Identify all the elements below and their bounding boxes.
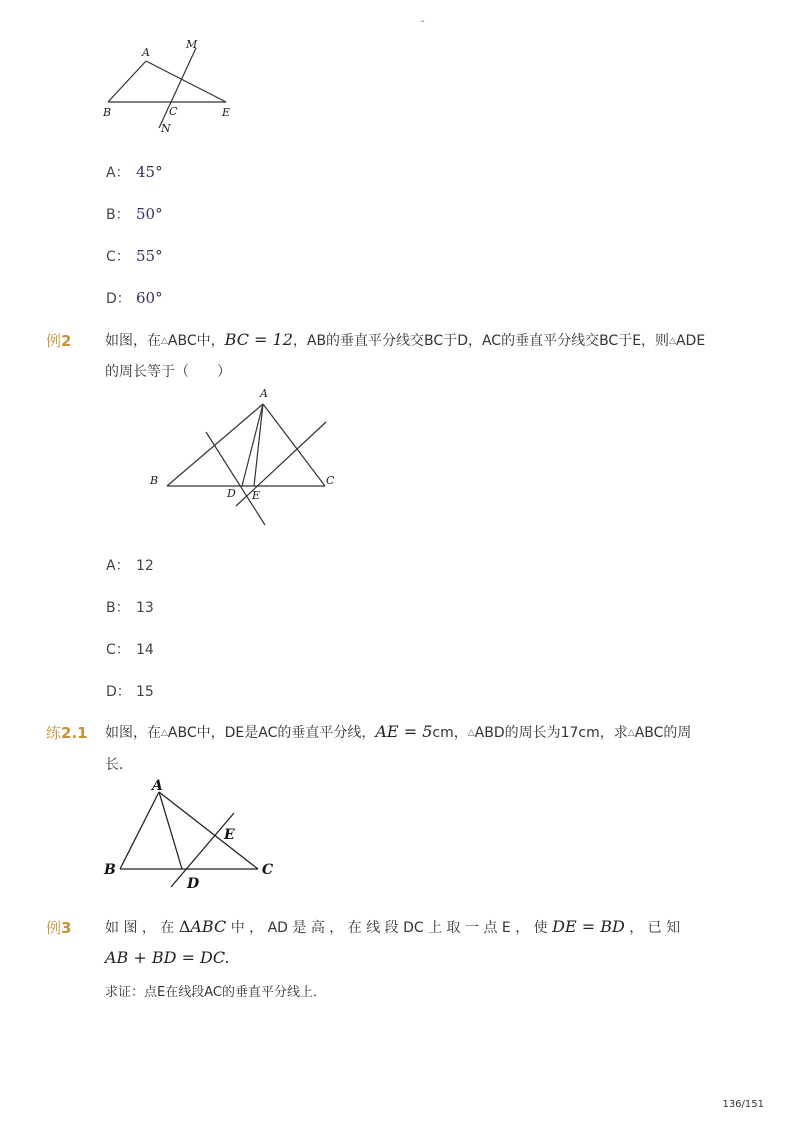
label-c: C xyxy=(326,474,335,487)
label-b: B xyxy=(103,106,112,119)
segment-ad xyxy=(242,404,263,486)
example-2-line-2: 的周长等于（ ） xyxy=(105,364,231,380)
label-a: A xyxy=(152,778,163,794)
option-d[interactable]: D： 60° xyxy=(106,289,163,307)
segment-ae xyxy=(146,61,226,102)
option-a[interactable]: A： 45° xyxy=(106,163,163,181)
line-mn xyxy=(159,48,196,128)
example-3-line-3: 求证：点E在线段AC的垂直平分线上． xyxy=(105,985,326,1000)
segment-ab xyxy=(120,792,159,869)
option-c[interactable]: C： 55° xyxy=(106,247,163,265)
bisector-ac xyxy=(236,422,326,506)
header-mark: - xyxy=(421,16,425,27)
label-d: D xyxy=(227,487,236,500)
example-2-option-b[interactable]: B： 13 xyxy=(106,600,154,616)
example-2-tag: 例2 xyxy=(46,332,72,350)
segment-ac xyxy=(263,404,325,486)
figure-1 xyxy=(98,40,248,135)
figure-2 xyxy=(140,382,350,532)
label-b: B xyxy=(104,862,116,878)
label-m: M xyxy=(186,40,198,51)
bisector-de xyxy=(171,813,234,887)
figure-3 xyxy=(98,775,288,895)
page-number: 136/151 xyxy=(722,1099,764,1110)
example-3-line-1: 如 图 ， 在 ΔABC 中 ， AD 是 高 ， 在 线 段 DC 上 取 一 点 E ， 使 DE = BD ， 已 知 xyxy=(105,917,681,936)
segment-ac xyxy=(159,792,258,869)
label-e: E xyxy=(222,106,231,119)
label-b: B xyxy=(150,474,159,487)
segment-ab xyxy=(167,404,263,486)
segment-ad xyxy=(159,792,182,869)
label-d: D xyxy=(187,876,200,892)
label-a: A xyxy=(142,46,150,59)
example-2-option-c[interactable]: C： 14 xyxy=(106,642,154,658)
segment-ab xyxy=(108,61,146,102)
option-b[interactable]: B： 50° xyxy=(106,205,163,223)
label-n: N xyxy=(161,122,171,135)
example-2-option-d[interactable]: D： 15 xyxy=(106,684,154,700)
example-3-tag: 例3 xyxy=(46,919,72,937)
example-2-line-1: 如图，在△ABC中，BC = 12，AB的垂直平分线交BC于D，AC的垂直平分线交BC于E，则△ADE xyxy=(105,330,706,349)
example-3-line-2: AB + BD = DC. xyxy=(105,948,230,967)
label-c: C xyxy=(169,105,178,118)
label-e: E xyxy=(224,827,235,843)
label-e: E xyxy=(252,489,261,502)
label-a: A xyxy=(260,387,268,400)
practice-2-1-line-1: 如图，在△ABC中，DE是AC的垂直平分线，AE = 5cm，△ABD的周长为17cm，求△ABC的周 xyxy=(105,722,692,741)
segment-ae xyxy=(254,404,263,486)
practice-2-1-tag: 练2.1 xyxy=(46,724,88,742)
practice-2-1-line-2: 长． xyxy=(105,757,133,773)
bisector-ab xyxy=(206,432,265,525)
example-2-option-a[interactable]: A： 12 xyxy=(106,558,154,574)
label-c: C xyxy=(262,862,274,878)
